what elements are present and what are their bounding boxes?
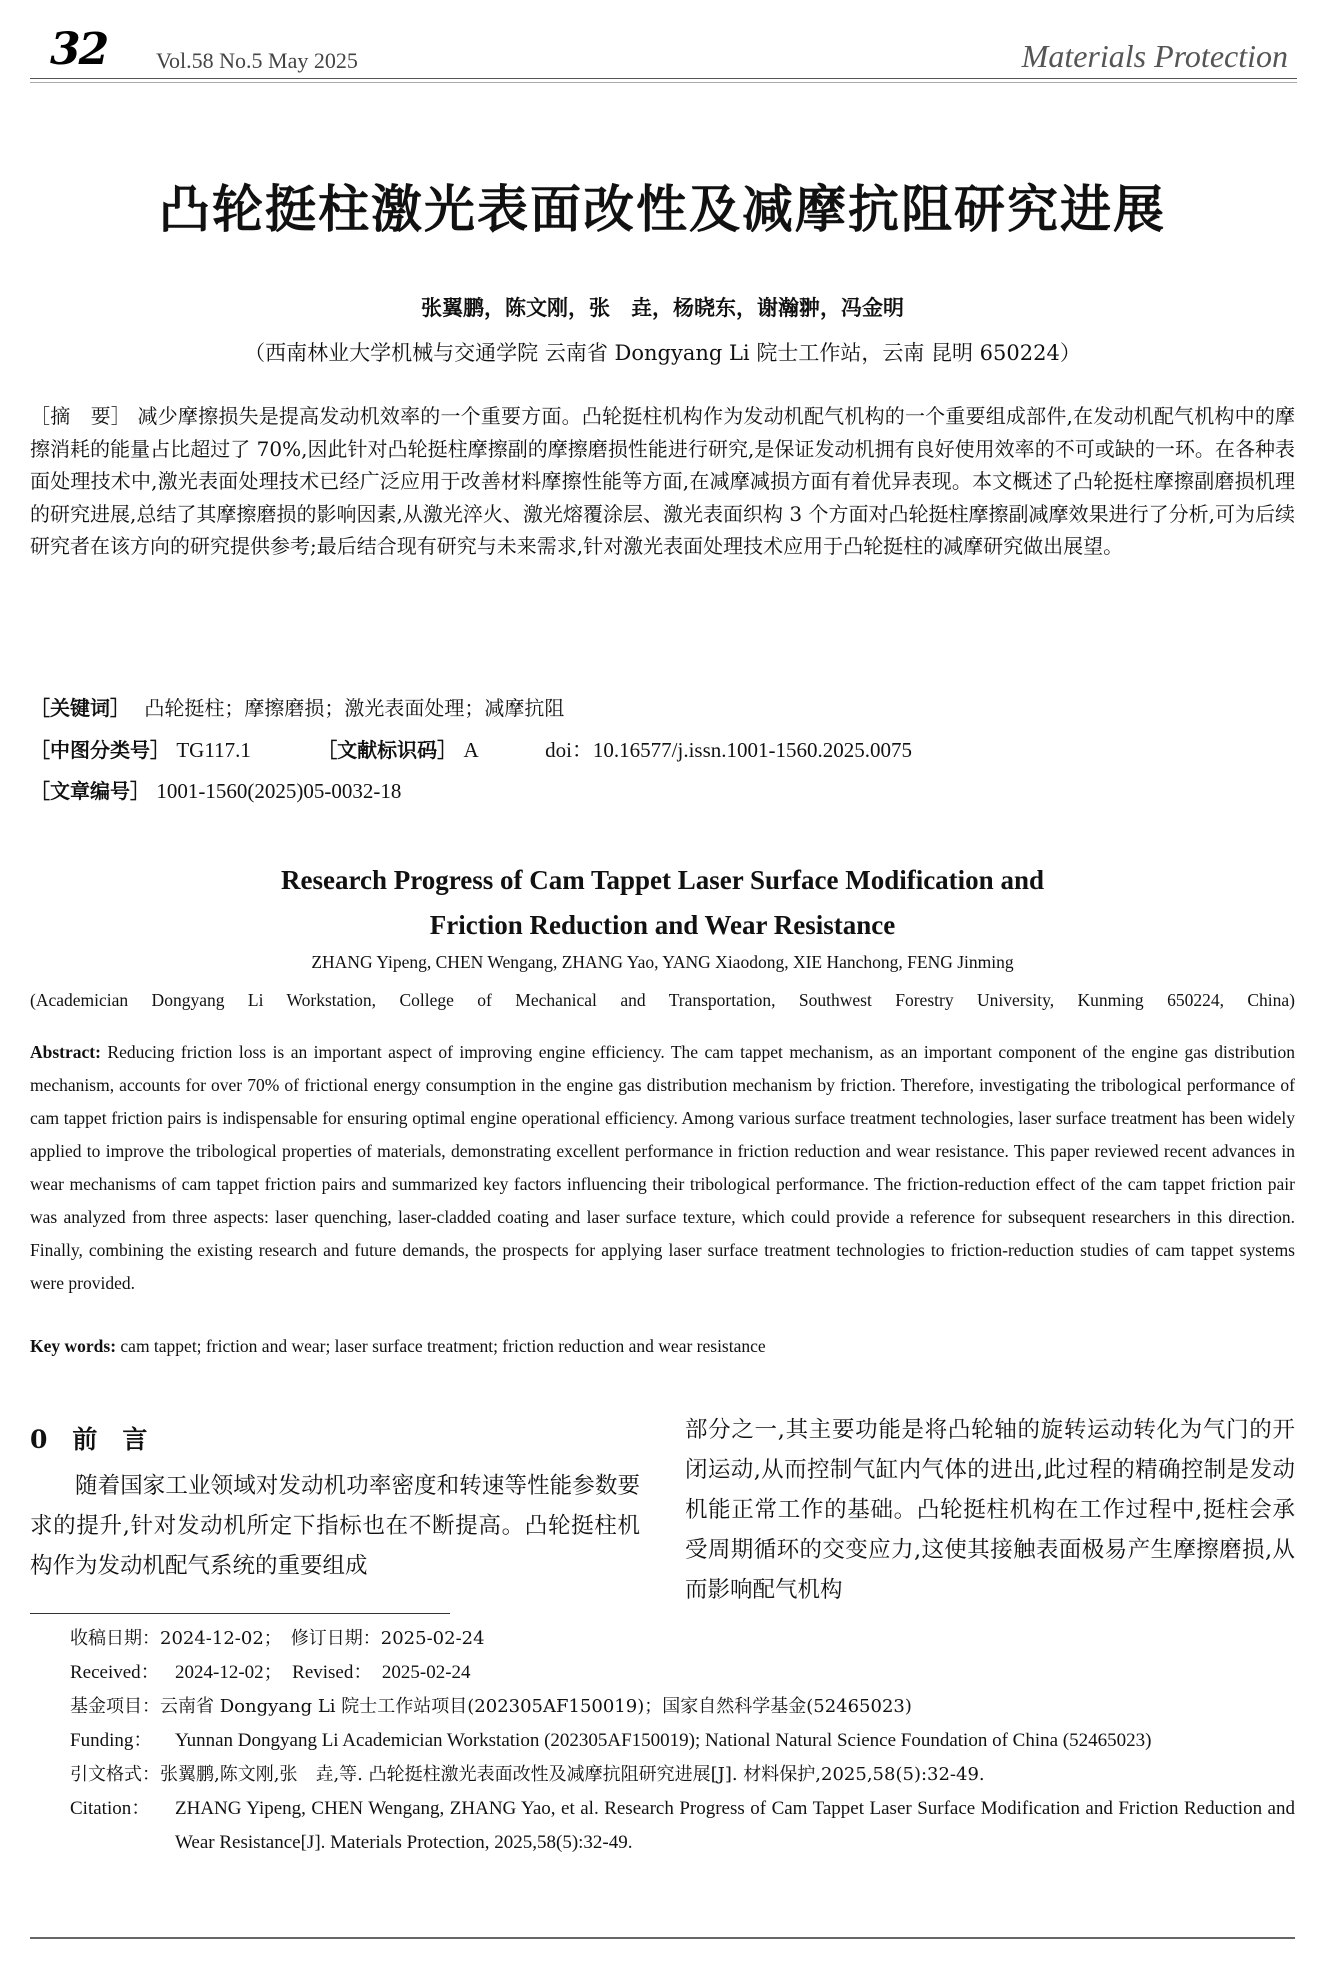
section-heading: 0 前 言 [30,1425,148,1454]
doi: doi：10.16577/j.issn.1001-1560.2025.0075 [545,738,913,762]
abstract-label: ［摘 要］ [30,404,131,428]
footnote-citation-en [70,1792,1295,1860]
body-column-left [30,1412,640,1586]
doc-code-value: A [463,738,479,762]
footnote-received-zh [70,1622,1295,1656]
footnote-value: Yunnan Dongyang Li Academician Workstation (202305AF150019); National Natural Science Foundation of China (52465023) [175,1730,1152,1751]
keywords-english-text: cam tappet; friction and wear; laser surface treatment; friction reduction and wear resistance [120,1336,766,1356]
clc-value: TG117.1 [176,738,251,762]
abstract-english [30,1036,1295,1300]
footnotes [70,1622,1295,1860]
title-chinese: 凸轮挺柱激光表面改性及减摩抗阻研究进展 [158,181,1166,240]
affiliation-english: (Academician Dongyang Li Workstation, College of Mechanical and Transportation, Southwest Forestry University, Kunming 650224, China) [30,990,1295,1010]
abstract-english-label: Abstract: [30,1042,101,1062]
article-number-row [30,775,1295,804]
footnote-fund-zh [70,1690,1295,1724]
footnote-value: 云南省 Dongyang Li 院士工作站项目(202305AF150019)；国家自然科学基金(52465023) [160,1696,912,1717]
keywords-english [30,1336,1295,1357]
authors-english: ZHANG Yipeng, CHEN Wengang, ZHANG Yao, YANG Xiaodong, XIE Hanchong, FENG Jinming [311,952,1014,972]
footnote-value: 2024-12-02； Revised： 2025-02-24 [175,1662,471,1683]
page-number: 32 [50,24,108,75]
header-rule [30,78,1297,79]
abstract-english-text: Reducing friction loss is an important aspect of improving engine efficiency. The cam tappet mechanism, as an important component of the engine gas distribution mechanism, accounts for over 70% of frictional energy consumption in the engine gas distribution mechanism by friction. Therefore, investigating the tribological performance of cam tappet friction pairs is indispensable for ensuring optimal engine operational efficiency. Among various surface treatment technologies, laser surface treatment has been widely applied to improve the tribological properties of materials, demonstrating excellent performance in friction reduction and wear resistance. This paper reviewed recent advances in wear mechanisms of cam tappet friction pairs and summarized key factors influencing their tribological performance. The friction-reduction effect of the cam tappet friction pair was analyzed from three aspects: laser quenching, laser-cladded coating and laser surface texture, which could provide a reference for subsequent researchers in this direction. Finally, combining the existing research and future demands, the prospects for applying laser surface treatment technologies to friction-reduction studies of cam tappet systems were provided. [30,1042,1295,1293]
footnote-value: 张翼鹏,陈文刚,张 垚,等. 凸轮挺柱激光表面改性及减摩抗阻研究进展[J]. 材料保护,2025,58(5):32-49. [160,1764,985,1785]
article-number-label: ［文章编号］ [30,779,150,803]
title-english-line2: Friction Reduction and Wear Resistance [429,910,896,940]
footnote-label: Received： [70,1662,160,1683]
title-english [0,858,1325,948]
footnote-label: 收稿日期： [70,1628,160,1649]
abstract-chinese [30,400,1295,563]
keywords-chinese [30,692,1295,721]
keywords-english-label: Key words: [30,1336,117,1356]
clc-label: ［中图分类号］ [30,738,170,762]
footnote-label: 引文格式： [70,1764,160,1785]
journal-name: Materials Protection [1021,38,1288,74]
article-number-value: 1001-1560(2025)05-0032-18 [156,779,402,803]
keywords-text: 凸轮挺柱；摩擦磨损；激光表面处理；减摩抗阻 [144,696,565,720]
abstract-text: 减少摩擦损失是提高发动机效率的一个重要方面。凸轮挺柱机构作为发动机配气机构的一个重要组成部件,在发动机配气机构中的摩擦消耗的能量占比超过了 70%,因此针对凸轮挺柱摩擦副的摩擦磨损性能进行研究,是保证发动机拥有良好使用效率的不可或缺的一环。在各种表面处理技术中,激光表面处理技术已经广泛应用于改善材料摩擦性能等方面,在减摩减损方面有着优异表现。本文概述了凸轮挺柱摩擦副磨损机理的研究进展,总结了其摩擦磨损的影响因素,从激光淬火、激光熔覆涂层、激光表面织构 3 个方面对凸轮挺柱摩擦副减摩效果进行了分析,可为后续研究者在该方向的研究提供参考;最后结合现有研究与未来需求,针对激光表面处理技术应用于凸轮挺柱的减摩研究做出展望。 [30,404,1296,558]
affiliation-chinese: （西南林业大学机械与交通学院 云南省 Dongyang Li 院士工作站，云南 昆明 650224） [244,341,1081,365]
issue-info: Vol.58 No.5 May 2025 [156,48,358,73]
title-english-line1: Research Progress of Cam Tappet Laser Surface Modification and [281,865,1044,895]
page-header [38,18,1288,78]
footnote-label: Funding： [70,1730,153,1751]
footnote-label: 基金项目： [70,1696,160,1717]
body-paragraph-right: 部分之一,其主要功能是将凸轮轴的旋转运动转化为气门的开闭运动,从而控制气缸内气体的进出,此过程的精确控制是发动机能正常工作的基础。凸轮挺柱机构在工作过程中,挺柱会承受周期循环的交变应力,这使其接触表面极易产生摩擦磨损,从而影响配气机构 [685,1417,1295,1603]
footnote-citation-zh [70,1758,1295,1792]
doc-code-label: ［文献标识码］ [317,738,458,762]
body-column-right [685,1410,1295,1610]
footnote-value: ZHANG Yipeng, CHEN Wengang, ZHANG Yao, et al. Research Progress of Cam Tappet Laser Surface Modification and Friction Reduction and Wear Resistance[J]. Materials Protection, 2025,58(5):32-49. [175,1798,1295,1853]
footnote-received-en [70,1656,1295,1690]
page-bottom-rule [30,1937,1295,1939]
footnote-rule [30,1613,450,1614]
classification-row [30,734,1295,764]
header-rule-thin [30,82,1297,83]
authors-chinese: 张翼鹏，陈文刚，张 垚，杨晓东，谢瀚翀，冯金明 [421,296,904,320]
body-paragraph-left: 随着国家工业领域对发动机功率密度和转速等性能参数要求的提升,针对发动机所定下指标也在不断提高。凸轮挺柱机构作为发动机配气系统的重要组成 [30,1473,640,1579]
footnote-value: 2024-12-02； 修订日期：2025-02-24 [160,1628,485,1649]
keywords-label: ［关键词］ [30,696,130,720]
footnote-fund-en [70,1724,1295,1758]
footnote-label: Citation： [70,1798,151,1819]
